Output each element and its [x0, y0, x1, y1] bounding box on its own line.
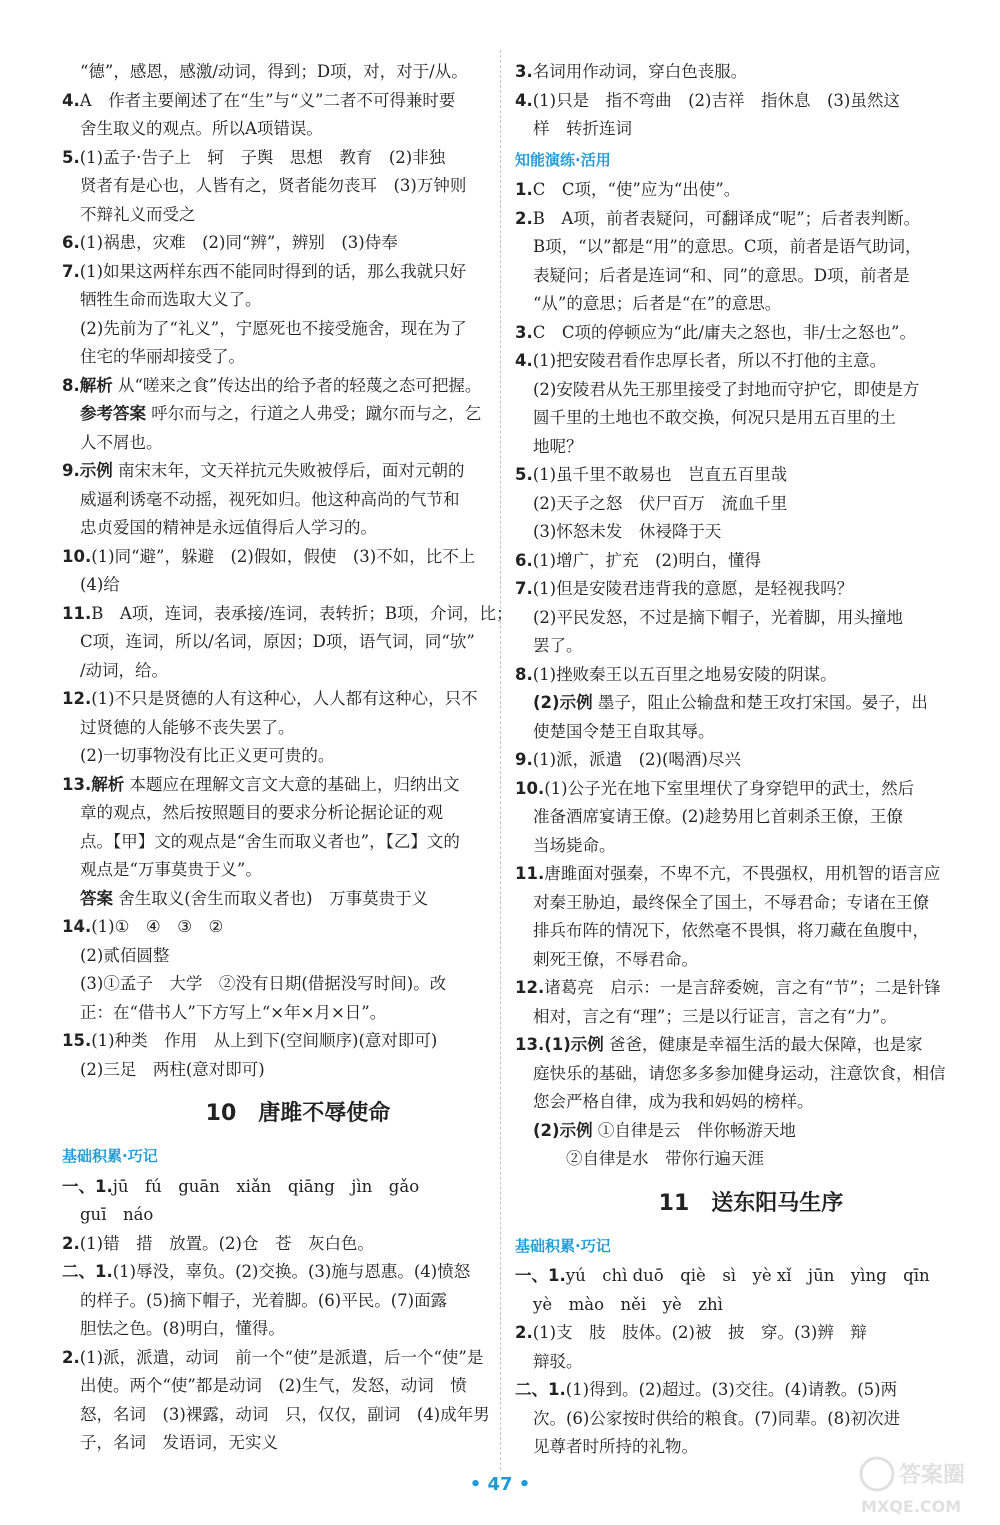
lesson-name: 唐雎不辱使命 [258, 1101, 391, 1126]
item-text: (3)①孟子 大学 ②没有日期(借据没写时间)。改 [80, 974, 447, 993]
item-number: 6. [62, 233, 80, 252]
item-keyword: 答案 [80, 888, 113, 908]
item-text: 表疑问；后者是连词“和、同”的意思。D项，前者是 [533, 265, 910, 285]
item-number: 8. [515, 664, 533, 684]
item-keyword: 示例 [79, 461, 113, 480]
item-number: 4. [515, 90, 533, 110]
item-number: 6. [515, 550, 533, 570]
answer-line [62, 315, 534, 344]
answer-item [62, 144, 534, 173]
item-text: 章的观点，然后按照题目的要求分析论据论证的观 [80, 803, 443, 822]
item-text: (1)祸患，灾难 (2)同“辨”，辨别 (3)侍奉 [79, 233, 398, 252]
item-text: (2)一切事物没有比正义更可贵的。 [80, 746, 335, 765]
item-text: B项，“以”都是“用”的意思。C项，前者是语气助词， [533, 237, 922, 256]
answer-line [515, 115, 987, 144]
item-text: 诸葛亮 启示：一是言辞委婉，言之有“节”；二是针锋 [544, 978, 941, 997]
item-text: 舍生取义(舍生而取义者也) 万事莫贵于义 [113, 888, 429, 908]
answer-item [515, 176, 987, 205]
answer-line [515, 433, 987, 462]
item-number: 7. [62, 261, 80, 281]
answer-line [515, 1060, 987, 1089]
answer-line [62, 828, 534, 857]
answer-line [515, 404, 987, 433]
item-text: A 作者主要阐述了在“生”与“义”二者不可得兼时要 [79, 90, 456, 110]
answer-item [62, 1173, 534, 1202]
answer-line [515, 946, 987, 975]
answer-item [62, 771, 534, 800]
lesson-title [515, 1188, 987, 1220]
item-number: 12. [515, 978, 545, 997]
item-text: (1)虽千里不敢易也 岂直五百里哉 [532, 465, 788, 484]
answer-item [515, 205, 987, 234]
item-number: 11. [62, 603, 92, 623]
answer-line [62, 58, 534, 87]
answer-item [62, 1344, 534, 1373]
item-text: (2)三足 两柱(意对即可) [80, 1059, 265, 1079]
item-text: 地呢？ [533, 436, 583, 456]
item-number: 11. [515, 864, 545, 883]
item-text: 子，名词 发语词，无实义 [80, 1433, 278, 1452]
item-text: (1)错 措 放置。(2)仓 苍 灰白色。 [79, 1233, 374, 1253]
item-text: 刺死王僚，不辱君命。 [533, 949, 698, 969]
item-text: 名词用作动词，穿白色丧服。 [532, 62, 748, 81]
item-number: 3. [515, 322, 533, 342]
item-number: 二、1. [515, 1380, 566, 1399]
item-text: (1)孟子·告子上 轲 子舆 思想 教育 (2)非独 [79, 147, 446, 167]
item-text: 人不屑也。 [80, 432, 163, 452]
item-number: 2. [62, 1347, 80, 1367]
item-text: yú chì duō qiè sì yè xǐ jūn yìng qīn [565, 1266, 930, 1285]
answer-line [62, 1201, 534, 1230]
item-number: 9. [515, 750, 533, 769]
item-text: 出使。两个“使”都是动词 (2)生气，发怒，动词 愤 [80, 1376, 467, 1395]
item-text: 次。(6)公家按时供给的粮食。(7)同辈。(8)初次进 [533, 1408, 901, 1428]
answer-line [62, 856, 534, 885]
item-text: 南宋末年，文天祥抗元失败被俘后，面对元朝的 [112, 461, 465, 480]
answer-line [62, 1056, 534, 1085]
item-number: 一、1. [515, 1266, 566, 1285]
answer-line [515, 604, 987, 633]
item-number: 10. [62, 546, 92, 566]
answer-line [62, 514, 534, 543]
item-text: 准备酒席宴请王僚。(2)趁势用匕首刺杀王僚，王僚 [533, 807, 903, 826]
answer-item [515, 1376, 987, 1405]
item-text: “从”的意思；后者是“在”的意思。 [533, 294, 782, 313]
item-number: 12. [62, 689, 92, 708]
item-text: 排兵布阵的情况下，依然毫不畏惧，将刀藏在鱼腹中， [533, 921, 929, 940]
item-text: B A项，连词，表承接/连词，表转折；B项，介词，比； [91, 603, 513, 623]
item-text: guī náo [80, 1205, 154, 1224]
item-text: (1)辱没，辜负。(2)交换。(3)施与恩惠。(4)愤怒 [112, 1262, 471, 1281]
section-heading: 基础积累·巧记 [62, 1147, 158, 1165]
item-text: 牺牲生命而选取大义了。 [80, 290, 262, 309]
item-text: jū fú guān xiǎn qiāng jìn gǎo [112, 1176, 420, 1196]
item-text: (2)天子之怒 伏尸百万 流血千里 [533, 493, 788, 513]
answer-item [515, 347, 987, 376]
item-text: C C项的停顿应为“此/庸夫之怒也，非/士之怒也”。 [532, 322, 916, 342]
item-text: 唐雎面对强秦，不卑不亢，不畏强权，用机智的语言应 [544, 864, 941, 883]
item-number: 3. [515, 62, 533, 81]
item-text: 庭快乐的基础，请您多多参加健身运动，注意饮食，相信 [533, 1063, 946, 1083]
section-heading: 基础积累·巧记 [515, 1236, 611, 1255]
page-number: • 47 • [469, 1474, 531, 1495]
item-text: 爸爸，健康是幸福生活的最大保障，也是家 [603, 1035, 923, 1054]
item-text: (2)先前为了“礼义”，宁愿死也不接受施舍，现在为了 [80, 318, 467, 338]
item-text: 过贤德的人能够不丧失罢了。 [80, 717, 295, 737]
item-text: (1)派，派遣，动词 前一个“使”是派遣，后一个“使”是 [79, 1347, 484, 1367]
answer-line [62, 1287, 534, 1316]
item-text: (1)同“避”，躲避 (2)假如，假使 (3)不如，比不上 [91, 546, 476, 566]
item-number: 5. [515, 465, 533, 484]
answer-item [62, 600, 534, 629]
item-text: (1)把安陵君看作忠厚长者，所以不打他的主意。 [532, 351, 887, 370]
item-text: (3)怀怒未发 休祲降于天 [533, 522, 722, 541]
answer-line [62, 714, 534, 743]
answer-item [515, 1319, 987, 1348]
item-text: C C项，“使”应为“出使”。 [532, 180, 741, 199]
lesson-name: 送东阳马生序 [711, 1190, 844, 1216]
answer-item [515, 58, 987, 87]
item-text: 墨子，阻止公输盘和楚王攻打宋国。晏子，出 [592, 693, 928, 712]
item-number: 4. [515, 351, 533, 370]
item-number: 2. [515, 1323, 533, 1342]
item-text: 本题应在理解文言文大意的基础上，归纳出文 [124, 774, 460, 794]
item-number: 14. [62, 917, 92, 936]
item-text: (2)安陵君从先王那里接受了封地而守护它，即使是方 [533, 379, 920, 399]
item-text: 圆千里的土地也不敢交换，何况只是用五百里的土 [533, 408, 896, 427]
item-text: (1)如果这两样东西不能同时得到的话，那么我就只好 [79, 261, 467, 281]
answer-item [515, 661, 987, 690]
answer-line [515, 233, 987, 262]
answer-line [62, 201, 534, 230]
item-text: 胆怯之色。(8)明白，懂得。 [80, 1319, 285, 1338]
answer-item [62, 913, 534, 942]
answer-line [62, 1401, 534, 1430]
answer-line [62, 657, 534, 686]
item-text: 怒，名词 (3)裸露，动词 只，仅仅，副词 (4)成年男 [80, 1404, 490, 1424]
answer-line [515, 718, 987, 747]
item-text: 对秦王胁迫，最终保全了国土，不辱君命；专诸在王僚 [533, 892, 929, 912]
item-number: 4. [62, 90, 80, 110]
item-text: (1)得到。(2)超过。(3)交往。(4)请教。(5)两 [565, 1380, 898, 1399]
answer-line [515, 689, 987, 718]
item-keyword: (2)示例 [533, 1120, 593, 1140]
answer-item [62, 457, 534, 486]
answer-line [62, 628, 534, 657]
answer-item [515, 461, 987, 490]
item-text: “德”，感恩，感激/动词，得到；D项，对，对于/从。 [80, 62, 468, 81]
answer-line [62, 343, 534, 372]
item-keyword: 解析 [79, 375, 113, 395]
item-text: C项，连词，所以/名词，原因；D项，语气词，同“欤” [80, 632, 475, 651]
answer-line [62, 742, 534, 771]
item-keyword: (2)示例 [533, 693, 593, 712]
answer-item [62, 372, 534, 401]
answer-item [515, 1031, 987, 1060]
item-text: 威逼利诱毫不动摇，视死如归。他这种高尚的气节和 [80, 489, 460, 509]
item-text: 呼尔而与之，行道之人弗受；蹴尔而与之，乞 [146, 404, 482, 423]
answer-line [515, 917, 987, 946]
item-text: 的样子。(5)摘下帽子，光着脚。(6)平民。(7)面露 [80, 1290, 448, 1310]
item-text: (1)种类 作用 从上到下(空间顺序)(意对即可) [91, 1031, 438, 1050]
item-text: 点。【甲】文的观点是“舍生而取义者也”，【乙】文的 [80, 831, 460, 851]
answer-line [515, 262, 987, 291]
item-text: yè mào něi yè zhì [533, 1294, 723, 1314]
answer-line [515, 518, 987, 547]
answer-line [515, 1348, 987, 1377]
answer-line [515, 1405, 987, 1434]
item-text: 观点是“万事莫贵于义”。 [80, 860, 262, 879]
answer-line [62, 799, 534, 828]
item-text: 相对，言之有“理”；三是以行证言，言之有“力”。 [533, 1006, 897, 1026]
item-number: 9. [62, 461, 80, 480]
answer-item [515, 547, 987, 576]
answer-line [515, 1145, 987, 1174]
answer-line [515, 490, 987, 519]
item-text: (2)平民发怒，不过是摘下帽子，光着脚，用头撞地 [533, 607, 903, 627]
item-number: 二、1. [62, 1262, 113, 1281]
item-text: (2)贰佰圆整 [80, 945, 170, 965]
left-column [62, 58, 534, 1458]
item-number: 15. [62, 1031, 92, 1050]
answer-item [62, 87, 534, 116]
item-text: 住宅的华丽却接受了。 [80, 347, 245, 366]
watermark-logo [855, 1450, 985, 1520]
answer-item [62, 1027, 534, 1056]
item-keyword: (1)示例 [544, 1035, 604, 1054]
answer-item [62, 685, 534, 714]
item-number: 13. [62, 774, 92, 794]
answer-line [62, 571, 534, 600]
lesson-number: 10 [205, 1101, 237, 1126]
answer-line [62, 1372, 534, 1401]
answer-line [515, 889, 987, 918]
answer-item [515, 87, 987, 116]
item-text: 当场毙命。 [533, 835, 616, 855]
answer-line [62, 429, 534, 458]
answer-item [515, 319, 987, 348]
answer-line [62, 172, 534, 201]
item-number: 10. [515, 778, 545, 798]
item-keyword: 解析 [91, 774, 125, 794]
item-number: 5. [62, 147, 80, 167]
item-text: 见尊者时所持的礼物。 [533, 1437, 698, 1456]
answer-item [515, 1262, 987, 1291]
item-text: ①自律是云 伴你畅游天地 [592, 1120, 796, 1140]
item-text: (1)公子光在地下室里埋伏了身穿铠甲的武士，然后 [544, 778, 915, 798]
answer-line [62, 885, 534, 914]
item-text: 舍生取义的观点。所以A项错误。 [80, 119, 323, 138]
item-number: 8. [62, 375, 80, 395]
answer-item [515, 860, 987, 889]
item-text: (1)挫败秦王以五百里之地易安陵的阴谋。 [532, 664, 837, 684]
answer-line [515, 632, 987, 661]
answer-item [515, 746, 987, 775]
item-text: (1)不只是贤德的人有这种心，人人都有这种心，只不 [91, 689, 478, 708]
item-number: 2. [515, 208, 533, 228]
answer-line [515, 1003, 987, 1032]
answer-line [62, 970, 534, 999]
answer-line [62, 1429, 534, 1458]
answer-line [515, 1291, 987, 1320]
answer-item [62, 258, 534, 287]
lesson-title [62, 1098, 534, 1130]
item-number: 7. [515, 579, 533, 598]
item-text: 忠贞爱国的精神是永远值得后人学习的。 [80, 518, 377, 537]
item-text: (1)只是 指不弯曲 (2)吉祥 指休息 (3)虽然这 [532, 90, 900, 110]
item-text: B A项，前者表疑问，可翻译成“呢”；后者表判断。 [532, 208, 921, 228]
item-text: 辩驳。 [533, 1351, 583, 1371]
section-heading: 知能演练·活用 [515, 150, 611, 169]
answer-line [62, 1315, 534, 1344]
answer-item [62, 543, 534, 572]
watermark-line2: MXQE.COM [861, 1497, 962, 1516]
item-number: 1. [515, 180, 533, 199]
item-text: 罢了。 [533, 636, 583, 655]
answer-line [515, 803, 987, 832]
item-text: 使楚国令楚王自取其辱。 [533, 721, 715, 741]
right-column [515, 58, 987, 1462]
answer-line [515, 832, 987, 861]
item-text: 不辩礼义而受之 [80, 204, 196, 224]
item-number: 2. [62, 1233, 80, 1253]
lesson-number: 11 [658, 1190, 690, 1216]
item-text: /动词，给。 [80, 660, 169, 680]
answer-line [515, 376, 987, 405]
answer-item [62, 1258, 534, 1287]
item-text: (1)① ④ ③ ② [91, 917, 224, 936]
item-number: 13. [515, 1035, 545, 1054]
answer-item [62, 229, 534, 258]
item-text: ②自律是水 带你行遍天涯 [533, 1149, 764, 1168]
item-text: 样 转折连词 [533, 119, 632, 138]
answer-line [515, 1117, 987, 1146]
item-keyword: 参考答案 [80, 404, 146, 423]
item-text: (1)但是安陵君违背我的意愿，是轻视我吗？ [532, 579, 854, 598]
item-text: (1)支 肢 肢体。(2)被 披 穿。(3)辨 辩 [532, 1323, 867, 1342]
item-text: (4)给 [80, 575, 120, 594]
item-text: 正：在“借书人”下方写上“×年×月×日”。 [80, 1002, 387, 1022]
answer-line [62, 400, 534, 429]
answer-line [62, 486, 534, 515]
item-text: 从“嗟来之食”传达出的给予者的轻蔑之态可把握。 [112, 375, 482, 395]
answer-line [515, 1088, 987, 1117]
answer-item [515, 974, 987, 1003]
item-number: 一、1. [62, 1176, 113, 1196]
watermark-line1: 答案圈 [899, 1463, 966, 1488]
item-text: (1)派，派遣 (2)(喝酒)尽兴 [532, 750, 741, 769]
item-text: (1)增广，扩充 (2)明白，懂得 [532, 550, 761, 570]
answer-line [62, 999, 534, 1028]
answer-line [515, 290, 987, 319]
answer-item [62, 1230, 534, 1259]
item-text: 您会严格自律，成为我和妈妈的榜样。 [533, 1092, 814, 1111]
answer-line [62, 942, 534, 971]
answer-line [62, 115, 534, 144]
answer-item [515, 775, 987, 804]
item-text: 贤者有是心也，人皆有之，贤者能勿丧耳 (3)万钟则 [80, 176, 467, 195]
answer-line [62, 286, 534, 315]
answer-item [515, 575, 987, 604]
